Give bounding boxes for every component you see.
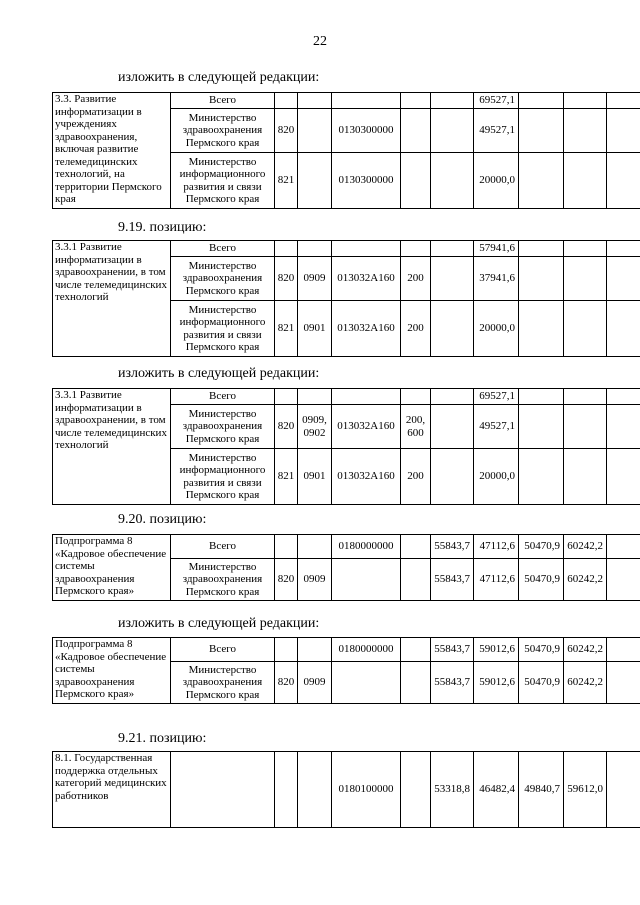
executor-cell: Министерство информационного развития и связи Пермского края	[171, 449, 275, 505]
page-number: 22	[313, 34, 327, 49]
executor-cell: Министерство здравоохранения Пермского края	[171, 662, 275, 704]
table-cell: 47112,6	[474, 559, 519, 601]
table-cell	[519, 257, 564, 301]
section-heading: 9.21. позицию:	[118, 731, 207, 746]
table-cell	[564, 241, 607, 257]
table-cell	[275, 389, 298, 405]
section-heading: изложить в следующей редакции:	[118, 70, 320, 85]
table-cell: 0909, 0902	[298, 405, 332, 449]
executor-cell: Всего	[171, 93, 275, 109]
table-cell	[332, 93, 401, 109]
table-cell: 0909	[298, 662, 332, 704]
table-cell: 50470,9	[519, 559, 564, 601]
table-cell	[401, 93, 431, 109]
table-cell	[401, 389, 431, 405]
table-cell	[332, 662, 401, 704]
table-cell: 50470,9	[519, 535, 564, 559]
table-cell	[275, 93, 298, 109]
table-cell	[607, 257, 640, 301]
executor-cell: Всего	[171, 638, 275, 662]
table-cell	[607, 752, 640, 828]
table-cell	[298, 638, 332, 662]
program-description-cell: 8.1. Государственная поддержка отдельных категорий медицинских работников	[53, 752, 171, 828]
executor-cell: Всего	[171, 241, 275, 257]
table-row	[53, 93, 640, 109]
table-cell	[332, 559, 401, 601]
table-cell: 0901	[298, 301, 332, 357]
table-cell: 50470,9	[519, 662, 564, 704]
table-cell: 200	[401, 449, 431, 505]
table-cell	[401, 752, 431, 828]
section-heading: изложить в следующей редакции:	[118, 616, 320, 631]
table-cell	[519, 93, 564, 109]
table-cell: 55843,7	[431, 535, 474, 559]
table-cell: 49527,1	[474, 405, 519, 449]
table-cell	[298, 389, 332, 405]
table-cell: 59012,6	[474, 638, 519, 662]
table-cell: 50470,9	[519, 638, 564, 662]
table-cell	[519, 405, 564, 449]
budget-table	[52, 751, 640, 828]
budget-table	[52, 637, 640, 704]
table-cell	[332, 241, 401, 257]
table-cell	[519, 301, 564, 357]
table-cell: 49527,1	[474, 109, 519, 153]
budget-table	[52, 534, 640, 601]
budget-table	[52, 388, 640, 505]
table-cell: 49840,7	[519, 752, 564, 828]
table-cell: 013032А160	[332, 405, 401, 449]
table-cell	[607, 449, 640, 505]
table-cell: 0909	[298, 559, 332, 601]
table-cell	[298, 109, 332, 153]
executor-cell: Всего	[171, 389, 275, 405]
table-row	[53, 535, 640, 559]
table-cell	[564, 109, 607, 153]
table-cell	[519, 241, 564, 257]
executor-cell: Министерство здравоохранения Пермского края	[171, 109, 275, 153]
program-description-cell: Подпрограмма 8 «Кадровое обеспечение системы здравоохранения Пермского края»	[53, 535, 171, 601]
table-cell	[298, 535, 332, 559]
table-cell: 820	[275, 662, 298, 704]
executor-cell: Министерство здравоохранения Пермского края	[171, 559, 275, 601]
table-cell: 60242,2	[564, 638, 607, 662]
table-cell	[401, 662, 431, 704]
table-cell	[519, 449, 564, 505]
table-cell	[607, 153, 640, 209]
table-cell	[298, 93, 332, 109]
table-cell	[564, 405, 607, 449]
table-cell	[564, 301, 607, 357]
table-cell	[275, 638, 298, 662]
section-heading: 9.20. позицию:	[118, 512, 207, 527]
table-cell: 820	[275, 559, 298, 601]
table-row	[53, 241, 640, 257]
budget-table	[52, 92, 640, 209]
table-cell: 55843,7	[431, 662, 474, 704]
table-cell	[607, 405, 640, 449]
table-cell	[401, 153, 431, 209]
table-cell: 200, 600	[401, 405, 431, 449]
table-cell: 0909	[298, 257, 332, 301]
table-cell: 57941,6	[474, 241, 519, 257]
executor-cell: Министерство информационного развития и связи Пермского края	[171, 153, 275, 209]
section-heading: изложить в следующей редакции:	[118, 366, 320, 381]
table-cell	[564, 449, 607, 505]
table-cell: 0180000000	[332, 535, 401, 559]
table-cell: 53318,8	[431, 752, 474, 828]
table-row	[53, 389, 640, 405]
table-cell: 820	[275, 405, 298, 449]
table-cell: 0180000000	[332, 638, 401, 662]
table-row	[53, 638, 640, 662]
table-cell	[607, 93, 640, 109]
table-cell: 820	[275, 109, 298, 153]
table-cell: 0130300000	[332, 153, 401, 209]
table-cell: 820	[275, 257, 298, 301]
table-cell	[431, 257, 474, 301]
table-cell	[401, 638, 431, 662]
table-cell: 46482,4	[474, 752, 519, 828]
table-cell	[564, 93, 607, 109]
table-cell	[607, 241, 640, 257]
executor-cell: Министерство здравоохранения Пермского края	[171, 257, 275, 301]
table-cell	[431, 153, 474, 209]
table-cell: 200	[401, 301, 431, 357]
table-cell	[298, 752, 332, 828]
table-cell	[275, 752, 298, 828]
table-cell: 013032А160	[332, 449, 401, 505]
table-row	[53, 752, 640, 828]
executor-cell: Министерство здравоохранения Пермского края	[171, 405, 275, 449]
table-cell: 821	[275, 153, 298, 209]
program-description-cell: 3.3.1 Развитие информатизации в здравоохранении, в том числе телемедицинских технологий	[53, 241, 171, 357]
table-cell	[275, 535, 298, 559]
table-cell	[607, 535, 640, 559]
table-cell	[607, 109, 640, 153]
table-cell	[431, 405, 474, 449]
table-cell	[519, 153, 564, 209]
table-cell	[607, 662, 640, 704]
table-cell	[401, 535, 431, 559]
table-cell	[431, 449, 474, 505]
table-cell	[607, 301, 640, 357]
table-cell: 20000,0	[474, 449, 519, 505]
table-cell: 20000,0	[474, 153, 519, 209]
table-cell	[564, 257, 607, 301]
table-cell: 013032А160	[332, 257, 401, 301]
table-cell	[401, 241, 431, 257]
table-cell: 55843,7	[431, 559, 474, 601]
table-cell	[607, 559, 640, 601]
table-cell: 0901	[298, 449, 332, 505]
table-cell: 69527,1	[474, 389, 519, 405]
table-cell: 0180100000	[332, 752, 401, 828]
table-cell	[519, 389, 564, 405]
table-cell	[607, 638, 640, 662]
table-cell	[401, 109, 431, 153]
table-cell: 37941,6	[474, 257, 519, 301]
table-cell	[332, 389, 401, 405]
table-cell: 821	[275, 301, 298, 357]
table-cell	[401, 559, 431, 601]
table-cell	[607, 389, 640, 405]
table-cell: 59612,0	[564, 752, 607, 828]
table-cell: 69527,1	[474, 93, 519, 109]
table-cell	[431, 109, 474, 153]
table-cell	[564, 389, 607, 405]
program-description-cell: 3.3. Развитие информатизации в учреждениях здравоохранения, включая развитие телемедицинских технологий, на территории Пермского края	[53, 93, 171, 209]
table-cell: 60242,2	[564, 559, 607, 601]
table-cell	[298, 241, 332, 257]
table-cell: 47112,6	[474, 535, 519, 559]
budget-table	[52, 240, 640, 357]
program-description-cell: Подпрограмма 8 «Кадровое обеспечение системы здравоохранения Пермского края»	[53, 638, 171, 704]
table-cell	[519, 109, 564, 153]
table-cell	[564, 153, 607, 209]
executor-cell: Всего	[171, 535, 275, 559]
table-cell	[298, 153, 332, 209]
table-cell: 821	[275, 449, 298, 505]
table-cell	[275, 241, 298, 257]
program-description-cell: 3.3.1 Развитие информатизации в здравоохранении, в том числе телемедицинских технологий	[53, 389, 171, 505]
table-cell: 60242,2	[564, 535, 607, 559]
table-cell: 013032А160	[332, 301, 401, 357]
executor-cell	[171, 752, 275, 828]
table-cell	[431, 301, 474, 357]
section-heading: 9.19. позицию:	[118, 220, 207, 235]
table-cell	[431, 93, 474, 109]
table-cell: 59012,6	[474, 662, 519, 704]
table-cell	[431, 389, 474, 405]
table-cell: 55843,7	[431, 638, 474, 662]
table-cell	[431, 241, 474, 257]
executor-cell: Министерство информационного развития и связи Пермского края	[171, 301, 275, 357]
table-cell: 20000,0	[474, 301, 519, 357]
table-cell: 200	[401, 257, 431, 301]
table-cell: 0130300000	[332, 109, 401, 153]
table-cell: 60242,2	[564, 662, 607, 704]
